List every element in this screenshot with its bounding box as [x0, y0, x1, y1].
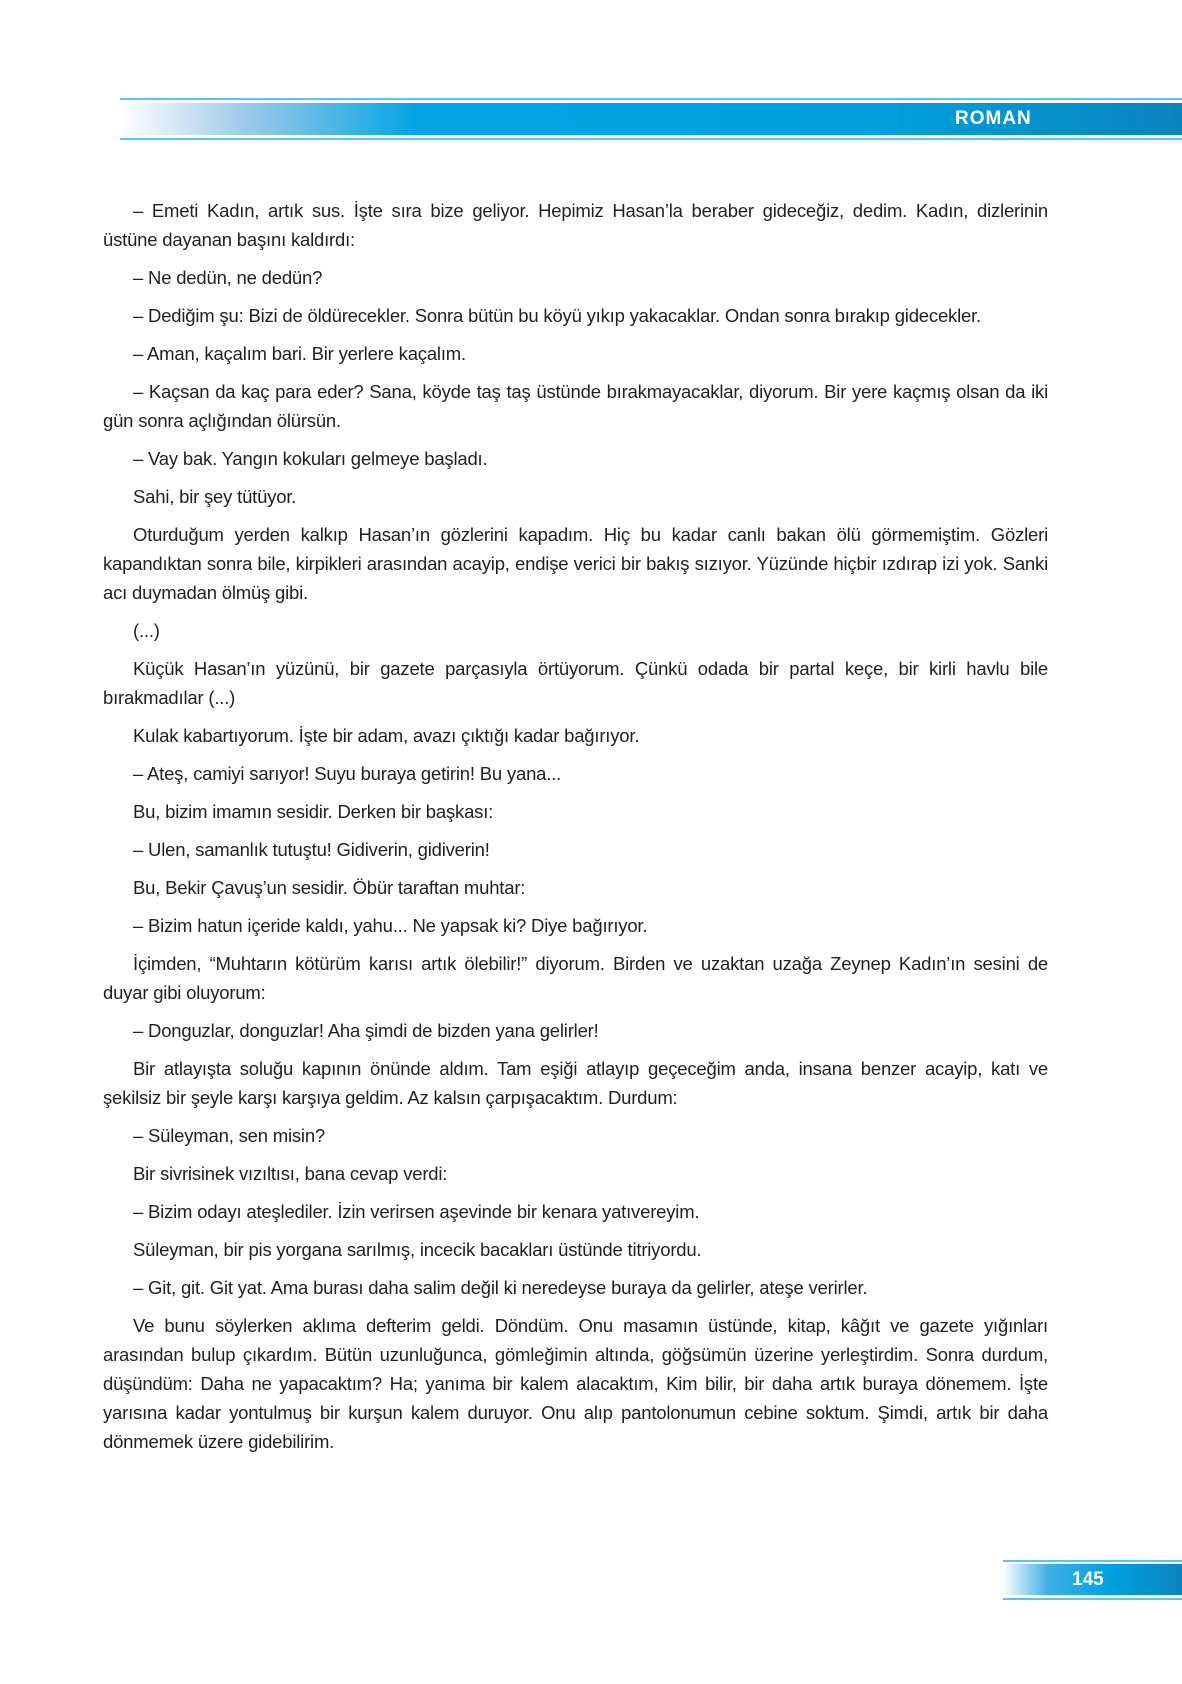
paragraph: – Dediğim şu: Bizi de öldürecekler. Sonra bütün bu köyü yıkıp yakacaklar. Ondan sonra bırakıp gidecekler. — [133, 305, 981, 326]
paragraph: Bu, bizim imamın sesidir. Derken bir başkası: — [133, 801, 494, 822]
paragraph: – Bizim hatun içeride kaldı, yahu... Ne yapsak ki? Diye bağırıyor. — [133, 915, 648, 936]
paragraph: – Ulen, samanlık tutuştu! Gidiverin, gidiverin! — [133, 839, 490, 860]
paragraph: – Vay bak. Yangın kokuları gelmeye başladı. — [133, 448, 488, 469]
paragraph: – Ateş, camiyi sarıyor! Suyu buraya getirin! Bu yana... — [133, 763, 562, 784]
page-body-text — [103, 196, 1048, 1465]
paragraph: – Aman, kaçalım bari. Bir yerlere kaçalım. — [133, 343, 466, 364]
paragraph: – Emeti Kadın, artık sus. İşte sıra bize geliyor. Hepimiz Hasan’la beraber gideceğiz, dedim. Kadın, dizlerinin üstüne dayanan başını kaldırdı: — [103, 200, 1048, 250]
header-rule-bottom — [120, 138, 1182, 140]
page-number: 145 — [1072, 1569, 1104, 1590]
paragraph: Kulak kabartıyorum. İşte bir adam, avazı çıktığı kadar bağırıyor. — [133, 725, 640, 746]
paragraph: Küçük Hasan’ın yüzünü, bir gazete parçasıyla örtüyorum. Çünkü odada bir partal keçe, bir kirli havlu bile bırakmadılar (...) — [103, 658, 1048, 708]
paragraph: – Kaçsan da kaç para eder? Sana, köyde taş taş üstünde bırakmayacaklar, diyorum. Bir yere kaçmış olsan da iki gün sonra açlığından ölürsün. — [103, 381, 1048, 431]
header-rule-top — [120, 98, 1182, 100]
footer-rule-top — [1003, 1560, 1182, 1562]
section-title: ROMAN — [955, 108, 1032, 129]
paragraph: – Donguzlar, donguzlar! Aha şimdi de bizden yana gelirler! — [133, 1020, 599, 1041]
paragraph: – Bizim odayı ateşlediler. İzin verirsen aşevinde bir kenara yatıvereyim. — [133, 1201, 700, 1222]
paragraph: Ve bunu söylerken aklıma defterim geldi. Döndüm. Onu masamın üstünde, kitap, kâğıt ve gazete yığınları arasından bulup çıkardım. Bütün uzunluğunca, gömleğimin altında, göğsümün üzerine yerleştirdim. Sonra durdum, düşündüm: Daha ne yapacaktım? Ha; yanıma bir kalem alacaktım, Kim bilir, bir daha artık buraya dönemem. İşte yarısına kadar yontulmuş bir kurşun kalem duruyor. Onu alıp pantolonumun cebine soktum. Şimdi, artık bir daha dönmemek üzere gidebilirim. — [103, 1315, 1048, 1452]
paragraph: – Git, git. Git yat. Ama burası daha salim değil ki neredeyse buraya da gelirler, ateşe verirler. — [133, 1277, 868, 1298]
paragraph: Bir sivrisinek vızıltısı, bana cevap verdi: — [133, 1163, 448, 1184]
paragraph: (...) — [133, 620, 160, 641]
paragraph: Sahi, bir şey tütüyor. — [133, 486, 297, 507]
paragraph: Süleyman, bir pis yorgana sarılmış, incecik bacakları üstünde titriyordu. — [133, 1239, 702, 1260]
paragraph: Bu, Bekir Çavuş’un sesidir. Öbür taraftan muhtar: — [133, 877, 526, 898]
paragraph: – Ne dedün, ne dedün? — [133, 267, 323, 288]
paragraph: Oturduğum yerden kalkıp Hasan’ın gözlerini kapadım. Hiç bu kadar canlı bakan ölü görmemiştim. Gözleri kapandıktan sonra bile, kirpikleri arasından acayip, endişe verici bir bakış sızıyor. Yüzünde hiçbir ızdırap izi yok. Sanki acı duymadan ölmüş gibi. — [103, 524, 1048, 603]
paragraph: İçimden, “Muhtarın kötürüm karısı artık ölebilir!” diyorum. Birden ve uzaktan uzağa Zeynep Kadın’ın sesini de duyar gibi oluyorum: — [103, 953, 1048, 1003]
footer-rule-bottom — [1003, 1598, 1182, 1600]
paragraph: – Süleyman, sen misin? — [133, 1125, 325, 1146]
paragraph: Bir atlayışta soluğu kapının önünde aldım. Tam eşiği atlayıp geçeceğim anda, insana benzer acayip, katı ve şekilsiz bir şeyle karşı karşıya geldim. Az kalsın çarpışacaktım. Durdum: — [103, 1058, 1048, 1108]
